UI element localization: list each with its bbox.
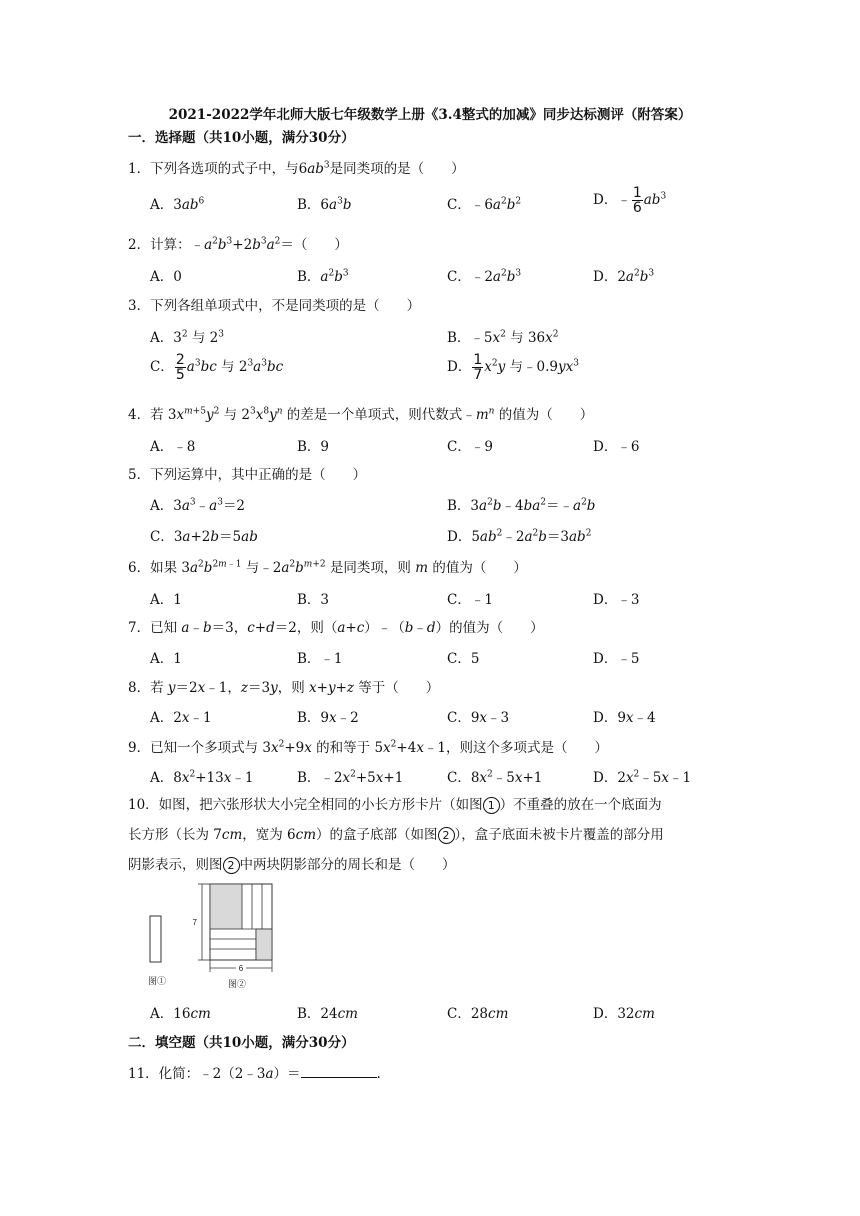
q5-option-b: B．$3a^2b﹣4ba^2=﹣a^2b$ [447, 497, 596, 514]
q5-option-c: C．3a+2b＝5ab [150, 529, 258, 545]
fig2-label: 图② [228, 979, 247, 989]
q8-option-c: C．9x﹣3 [447, 710, 510, 726]
q8-option-b: B．9x﹣2 [297, 710, 359, 726]
shaded-region-bottom [256, 929, 272, 960]
question-10: 10．如图，把六张形状大小完全相同的小长方形卡片（如图 1 ）不重叠的放在一个底面为 长方形（长为 7cm，宽为 6cm）的盒子底部（如图 2 ），盒子底面未被卡片覆盖的部分用 阴影表示，则图 2 中两块阴影部分的周长和是（ ） [128, 797, 664, 873]
q6-option-c: C．﹣1 [447, 592, 493, 608]
q7-option-d: D．﹣5 [593, 651, 640, 667]
question-7: 7．已知 a﹣b＝3，c+d＝2，则（a+c）﹣（b﹣d）的值为（ ） [128, 620, 544, 636]
fig1-label: 图① [148, 976, 167, 986]
q10-option-b: B．24cm [297, 1006, 358, 1022]
q6-option-d: D．﹣3 [593, 592, 640, 608]
q2-option-b: B．$a^2b^3$ [297, 268, 349, 285]
q5-option-a: A．$3a^3﹣a^3=2$ [150, 497, 246, 514]
q1-option-b: B．$6a^3b$ [297, 196, 352, 213]
card-box-figure [140, 880, 290, 990]
question-2: 2．计算：$﹣a^2b^3+2b^3a^2=$（ ） [128, 236, 348, 253]
question-11: 11．化简：﹣2（2﹣3a）＝ . [128, 1066, 381, 1082]
q7-option-b: B．﹣1 [297, 651, 343, 667]
q2-option-c: C．$﹣2a^2b^3$ [447, 268, 522, 285]
question-1: 1．下列各选项的式子中，与$6ab^3$是同类项的是（ ） [128, 160, 465, 177]
fig1-card [150, 916, 161, 962]
circle-label-2: 2 [438, 827, 455, 844]
q4-option-a: A．﹣8 [150, 439, 196, 455]
circle-label-2b: 2 [223, 857, 240, 874]
page-title: 2021-2022学年北师大版七年级数学上册《3.4整式的加减》同步达标测评（附答案） [168, 107, 692, 123]
question-6: 6．如果 $3a^2b^{2m﹣1}$ 与$﹣2a^2b^{m+2}$ 是同类项，则 m 的值为（ ） [128, 559, 527, 576]
q2-option-d: D．$2a^2b^3$ [593, 268, 655, 285]
q4-option-b: B．9 [297, 439, 330, 455]
section-heading-choice: 一．选择题（共10小题，满分30分） [128, 130, 355, 146]
q9-option-d: D．$2x^2﹣5x﹣1$ [593, 769, 692, 786]
circle-label-1: 1 [483, 797, 500, 814]
q3-option-a: A．$3^2$ 与 $2^3$ [150, 329, 224, 346]
q7-option-a: A．1 [150, 651, 182, 667]
q8-option-d: D．9x﹣4 [593, 710, 656, 726]
q3-option-c: C． $\frac{2}{5}$ $a^3bc$ 与 $2^3a^3bc$ [150, 352, 284, 383]
q9-option-c: C．$8x^2﹣5x+1$ [447, 769, 543, 786]
dim-label-7: 7 [192, 918, 197, 927]
q4-option-c: C．﹣9 [447, 439, 493, 455]
q2-option-a: A．0 [150, 269, 182, 285]
q9-option-a: A．$8x^2+13x﹣1$ [150, 769, 254, 786]
q10-option-d: D．32cm [593, 1006, 655, 1022]
q7-option-c: C．5 [447, 651, 480, 667]
q6-option-b: B．3 [297, 592, 330, 608]
q1-option-c: C．$﹣6a^2b^2$ [447, 196, 522, 213]
shaded-region-top [210, 884, 242, 929]
q3-option-b: B．$﹣5x^2$ 与 $36x^2$ [447, 329, 559, 346]
q4-option-d: D．﹣6 [593, 439, 640, 455]
dim-label-6: 6 [238, 964, 244, 973]
q8-option-a: A．2x﹣1 [150, 710, 212, 726]
question-8: 8．若 y＝2x﹣1，z＝3y，则 x+y+z 等于（ ） [128, 680, 440, 696]
q9-option-b: B．$﹣2x^2+5x+1$ [297, 769, 404, 786]
question-5: 5．下列运算中，其中正确的是（ ） [128, 467, 367, 483]
q5-option-d: D．$5ab^2﹣2a^2b=3ab^2$ [447, 528, 592, 545]
question-3: 3．下列各组单项式中，不是同类项的是（ ） [128, 298, 421, 314]
q10-option-c: C．28cm [447, 1006, 509, 1022]
q1-option-d: D．﹣ $\frac{1}{6}$ $ab^3$ [593, 185, 667, 216]
q10-option-a: A．16cm [150, 1006, 211, 1022]
section-heading-fill: 二．填空题（共10小题，满分30分） [128, 1035, 355, 1051]
question-9: 9．已知一个多项式与 $3x^2+9x$ 的和等于 $5x^2+4x﹣1$，则这个多项式是（ ） [128, 739, 609, 756]
answer-blank[interactable] [301, 1065, 377, 1078]
q6-option-a: A．1 [150, 592, 182, 608]
q1-option-a: A．$3ab^6$ [150, 196, 205, 213]
q3-option-d: D． $\frac{1}{7}$ $x^2y$ 与$﹣0.9yx^3$ [447, 352, 579, 383]
question-4: 4．若 $3x^{m+5}y^2$ 与 $2^3x^8y^n$ 的差是一个单项式，则代数式$﹣m^n$ 的值为（ ） [128, 406, 594, 423]
